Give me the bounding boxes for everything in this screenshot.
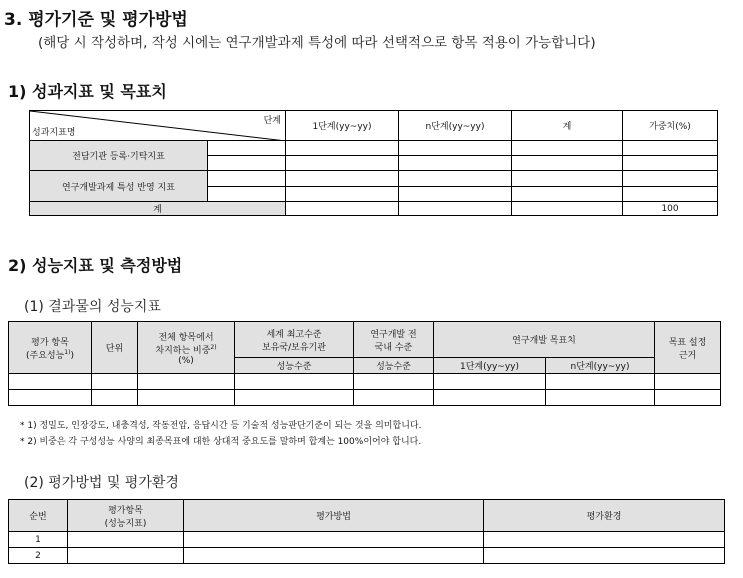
cell xyxy=(286,141,399,156)
header-eval-item xyxy=(68,500,184,532)
section-note: (해당 시 작성하며, 작성 시에는 연구개발과제 특성에 따라 선택적으로 항목 적용이 가능합니다) xyxy=(38,35,596,51)
header-basis xyxy=(655,322,721,374)
cell xyxy=(235,390,354,406)
header-ratio-c: (%) xyxy=(178,355,194,366)
cell xyxy=(286,202,399,216)
cell xyxy=(92,374,138,390)
footnote-2-marker: 2) xyxy=(210,343,217,351)
header-item-label: 평가 항목 xyxy=(31,337,69,348)
cell xyxy=(546,374,655,390)
footnote-1: * 1) 정밀도, 인장강도, 내충격성, 작동전압, 응답시간 등 기술적 성능판단기준이 되는 것을 의미합니다. xyxy=(20,421,422,431)
cell xyxy=(399,156,512,171)
header-target-stage1: 1단계(yy~yy) xyxy=(434,358,546,374)
part1-title: (1) 결과물의 성능지표 xyxy=(24,299,161,315)
cell xyxy=(286,156,399,171)
header-basis-a: 목표 설정 xyxy=(668,337,707,348)
col-sum-header: 계 xyxy=(512,111,623,141)
cell xyxy=(655,374,721,390)
cell xyxy=(484,548,725,564)
header-item xyxy=(9,322,92,374)
cell xyxy=(434,374,546,390)
header-item-close: ) xyxy=(70,350,74,361)
col-weight-header: 가중치(%) xyxy=(623,111,718,141)
header-method: 평가방법 xyxy=(184,500,484,532)
cell xyxy=(399,171,512,187)
footnote-2: * 2) 비중은 각 구성성능 사양의 최종목표에 대한 상대적 중요도를 말하며 합계는 100%이어야 합니다. xyxy=(20,437,422,447)
cell xyxy=(68,532,184,548)
cell xyxy=(286,171,399,187)
header-ratio-b: 차지하는 비중 xyxy=(155,345,211,356)
total-label: 계 xyxy=(30,202,286,216)
diagonal-header-cell xyxy=(30,111,286,141)
cell xyxy=(512,171,623,187)
cell xyxy=(354,390,434,406)
header-eval-item-a: 평가항목 xyxy=(108,505,143,516)
cell xyxy=(184,532,484,548)
cell xyxy=(623,187,718,202)
header-unit: 단위 xyxy=(92,322,138,374)
cell xyxy=(623,156,718,171)
header-world-a: 세계 최고수준 xyxy=(266,329,322,340)
cell xyxy=(286,187,399,202)
sub2-title: 2) 성능지표 및 측정방법 xyxy=(8,256,183,275)
cell xyxy=(184,548,484,564)
row-label-characteristic: 연구개발과제 특성 반영 지표 xyxy=(30,171,208,202)
part2-title: (2) 평가방법 및 평가환경 xyxy=(24,475,179,491)
col-stage1-header: 1단계(yy~yy) xyxy=(286,111,399,141)
cell xyxy=(512,202,623,216)
cell xyxy=(68,548,184,564)
sub1-title: 1) 성과지표 및 목표치 xyxy=(8,82,167,101)
header-ratio-a: 전체 항목에서 xyxy=(158,332,214,343)
header-target: 연구개발 목표치 xyxy=(434,322,655,358)
cell xyxy=(208,141,286,156)
cell xyxy=(9,374,92,390)
header-item-sub: (주요성능 xyxy=(26,350,65,361)
diag-top-label: 단계 xyxy=(263,116,281,126)
header-world xyxy=(235,322,354,358)
row-number: 1 xyxy=(9,532,68,548)
header-domestic xyxy=(354,322,434,358)
cell xyxy=(138,374,235,390)
section-title: 3. 평가기준 및 평가방법 xyxy=(4,10,188,30)
evaluation-method-table xyxy=(8,499,725,564)
cell xyxy=(655,390,721,406)
header-basis-b: 근거 xyxy=(678,350,697,361)
cell xyxy=(623,141,718,156)
performance-target-table xyxy=(29,110,718,216)
footnote-1-marker: 1) xyxy=(64,348,71,356)
cell xyxy=(546,390,655,406)
cell xyxy=(9,390,92,406)
cell xyxy=(399,202,512,216)
cell xyxy=(354,374,434,390)
header-domestic-b: 국내 수준 xyxy=(374,342,413,353)
col-stagen-header: n단계(yy~yy) xyxy=(399,111,512,141)
cell xyxy=(399,187,512,202)
diag-bottom-label: 성과지표명 xyxy=(32,128,76,138)
row-number: 2 xyxy=(9,548,68,564)
cell xyxy=(138,390,235,406)
header-world-b: 보유국/보유기관 xyxy=(262,342,326,353)
header-env: 평가환경 xyxy=(484,500,725,532)
cell xyxy=(208,171,286,187)
cell xyxy=(92,390,138,406)
cell xyxy=(235,374,354,390)
cell xyxy=(484,532,725,548)
cell xyxy=(208,156,286,171)
cell xyxy=(512,187,623,202)
header-no: 순번 xyxy=(9,500,68,532)
row-label-registration: 전담기관 등록·기탁지표 xyxy=(30,141,208,171)
header-domestic-a: 연구개발 전 xyxy=(370,329,417,340)
total-weight: 100 xyxy=(623,202,718,216)
header-eval-item-b: (성능지표) xyxy=(104,518,147,529)
cell xyxy=(623,171,718,187)
header-world-level: 성능수준 xyxy=(235,358,354,374)
cell xyxy=(208,187,286,202)
cell xyxy=(512,156,623,171)
cell xyxy=(399,141,512,156)
cell xyxy=(434,390,546,406)
cell xyxy=(512,141,623,156)
header-target-stagen: n단계(yy~yy) xyxy=(546,358,655,374)
header-domestic-level: 성능수준 xyxy=(354,358,434,374)
performance-indicator-table xyxy=(8,321,721,406)
header-ratio xyxy=(138,322,235,374)
